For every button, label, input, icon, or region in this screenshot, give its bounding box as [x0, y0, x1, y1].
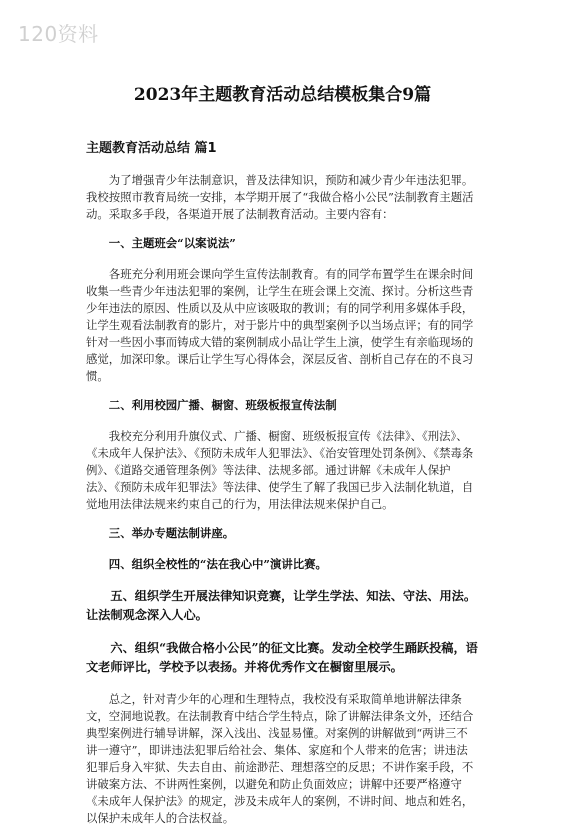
heading-2: 二、利用校园广播、橱窗、班级板报宣传法制: [108, 398, 337, 412]
document-title: 2023年主题教育活动总结模板集合9篇: [133, 85, 432, 105]
watermark-logo: 120资料: [18, 22, 99, 46]
heading-1: 一、主题班会“以案说法”: [108, 236, 236, 250]
heading-3: 三、举办专题法制讲座。: [108, 526, 235, 540]
section-title: 主题教育活动总结 篇1: [86, 141, 217, 156]
intro-paragraph: 为了增强青少年法制意识，普及法律知识，预防和减少青少年违法犯罪。我校按照市教育局统一安排，本学期开展了“我做合格小公民”法制教育主题活动。采取多手段，各渠道开展了法制教育活动。主要内容有：: [86, 173, 474, 221]
paragraph-1: 各班充分利用班会课向学生宣传法制教育。有的同学布置学生在课余时间收集一些青少年违法犯罪的案例，让学生在班会课上交流、探讨。分析这些青少年违法的原因、性质以及从中应该吸取的教训；有的同学利用多媒体手段，让学生观看法制教育的影片，对于影片中的典型案例予以当场点评；有的同学针对一些因小事而铸成大错的案例制成小品让学生上演，使学生有亲临现场的感觉，加深印象。课后让学生写心得体会，深层反省、剖析自己存在的不良习惯。: [86, 267, 474, 383]
heading-6: 六、组织“我做合格小公民”的征文比赛。发动全校学生踊跃投稿，语文老师评比，学校予以表扬。并将优秀作文在橱窗里展示。: [86, 641, 478, 674]
paragraph-3: 总之，针对青少年的心理和生理特点，我校没有采取简单地讲解法律条文，空洞地说教。在法制教育中结合学生特点，除了讲解法律条文外，还结合典型案例进行辅导讲解，深入浅出、浅显易懂。对案例的讲解做到“两讲三不讲一遵守”，即讲违法犯罪后给社会、集体、家庭和个人带来的危害；讲违法犯罪后身入牢狱、失去自由、前途渺茫、理想落空的反思；不讲作案手段，不讲破案方法、不讲两性案例，以避免和防止负面效应；讲解中还要严格遵守《未成年人保护法》的规定，涉及未成年人的案例，不讲时间、地点和姓名，以保护未成年人的合法权益。: [86, 692, 474, 825]
heading-4: 四、组织全校性的“法在我心中”演讲比赛。: [108, 557, 327, 571]
heading-5: 五、组织学生开展法律知识竞赛，让学生学法、知法、守法、用法。让法制观念深入人心。: [86, 589, 477, 622]
document-body: [86, 137, 478, 839]
paragraph-2: 我校充分利用升旗仪式、广播、橱窗、班级板报宣传《法律》、《刑法》、《未成年人保护法》、《预防未成年人犯罪法》、《治安管理处罚条例》、《禁毒条例》、《道路交通管理条例》等法律、法规多部。通过讲解《未成年人保护法》、《预防未成年犯罪法》等法律、使学生了解了我国已步入法制化轨道，自觉地用法律法规来约束自己的行为，用法律法规来保护自己。: [86, 429, 474, 511]
